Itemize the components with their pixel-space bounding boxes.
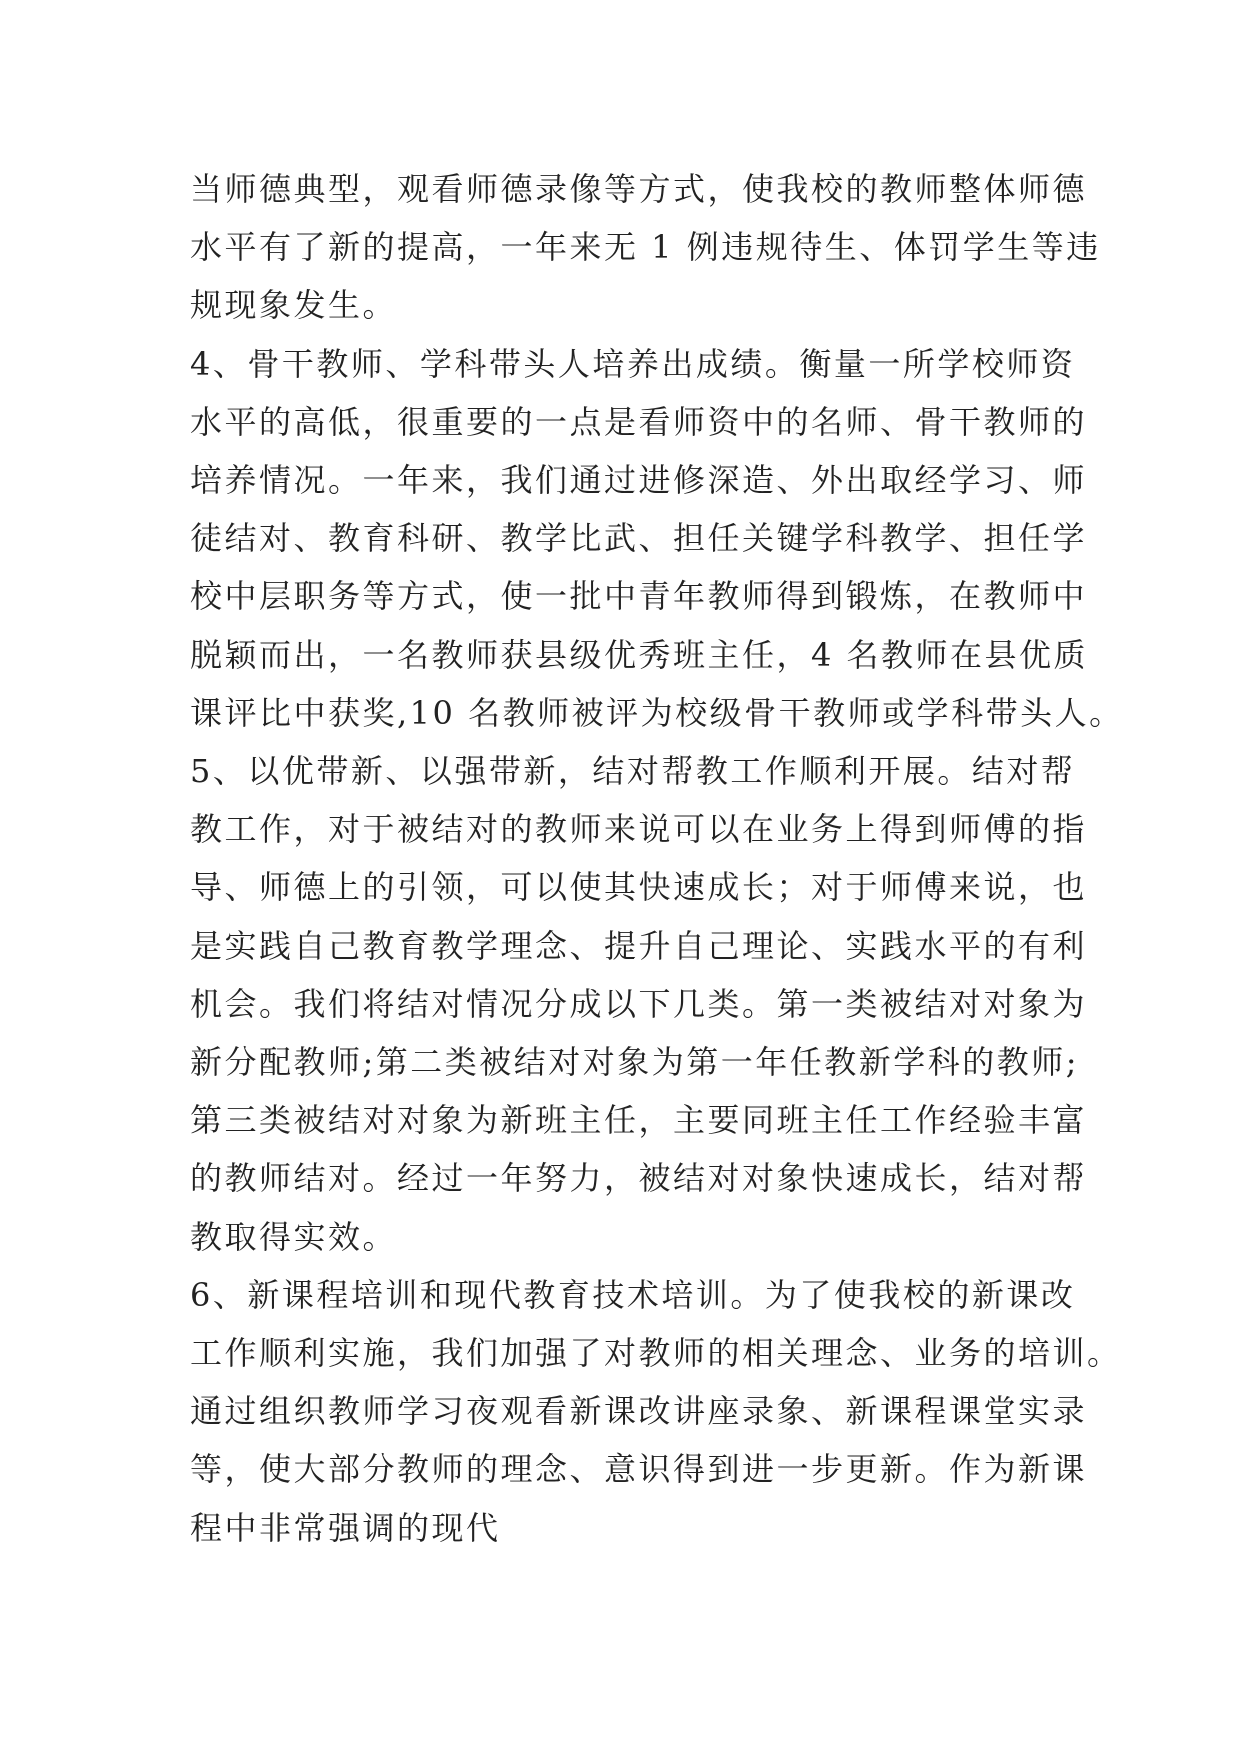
body-text [190, 160, 1124, 1557]
text-line: 6、新课程培训和现代教育技术培训。为了使我校的新课改 [190, 1275, 1076, 1314]
text-line: 教工作，对于被结对的教师来说可以在业务上得到师傅的指 [190, 810, 1088, 849]
text-line: 脱颖而出，一名教师获县级优秀班主任，4 名教师在县优质 [190, 635, 1089, 674]
text-line: 徒结对、教育科研、教学比武、担任关键学科教学、担任学 [190, 519, 1088, 558]
text-line: 校中层职务等方式，使一批中青年教师得到锻炼，在教师中 [190, 577, 1088, 616]
text-line: 课评比中获奖,10 名教师被评为校级骨干教师或学科带头人。 [190, 693, 1124, 732]
text-line: 水平的高低，很重要的一点是看师资中的名师、骨干教师的 [190, 402, 1088, 441]
text-line: 水平有了新的提高，一年来无 1 例违规待生、体罚学生等违 [190, 228, 1101, 267]
text-line: 4、骨干教师、学科带头人培养出成绩。衡量一所学校师资 [190, 344, 1076, 383]
text-line: 第三类被结对对象为新班主任，主要同班主任工作经验丰富 [190, 1101, 1088, 1140]
text-line: 规现象发生。 [190, 286, 398, 325]
text-line: 的教师结对。经过一年努力，被结对对象快速成长，结对帮 [190, 1159, 1088, 1198]
text-line: 机会。我们将结对情况分成以下几类。第一类被结对对象为 [190, 984, 1088, 1023]
text-line: 培养情况。一年来，我们通过进修深造、外出取经学习、师 [190, 461, 1088, 500]
text-line: 程中非常强调的现代 [190, 1508, 501, 1547]
text-line: 等，使大部分教师的理念、意识得到进一步更新。作为新课 [190, 1450, 1088, 1489]
text-line: 当师德典型，观看师德录像等方式，使我校的教师整体师德 [190, 170, 1088, 208]
text-line: 导、师德上的引领，可以使其快速成长；对于师傅来说，也 [190, 868, 1088, 907]
text-line: 新分配教师;第二类被结对对象为第一年任教新学科的教师; [190, 1043, 1080, 1082]
text-line: 教取得实效。 [190, 1217, 398, 1256]
text-line: 5、以优带新、以强带新，结对帮教工作顺利开展。结对帮 [190, 752, 1076, 791]
text-line: 工作顺利实施，我们加强了对教师的相关理念、业务的培训。 [190, 1334, 1122, 1373]
text-line: 通过组织教师学习夜观看新课改讲座录象、新课程课堂实录 [190, 1392, 1088, 1431]
text-line: 是实践自己教育教学理念、提升自己理论、实践水平的有利 [190, 926, 1088, 965]
